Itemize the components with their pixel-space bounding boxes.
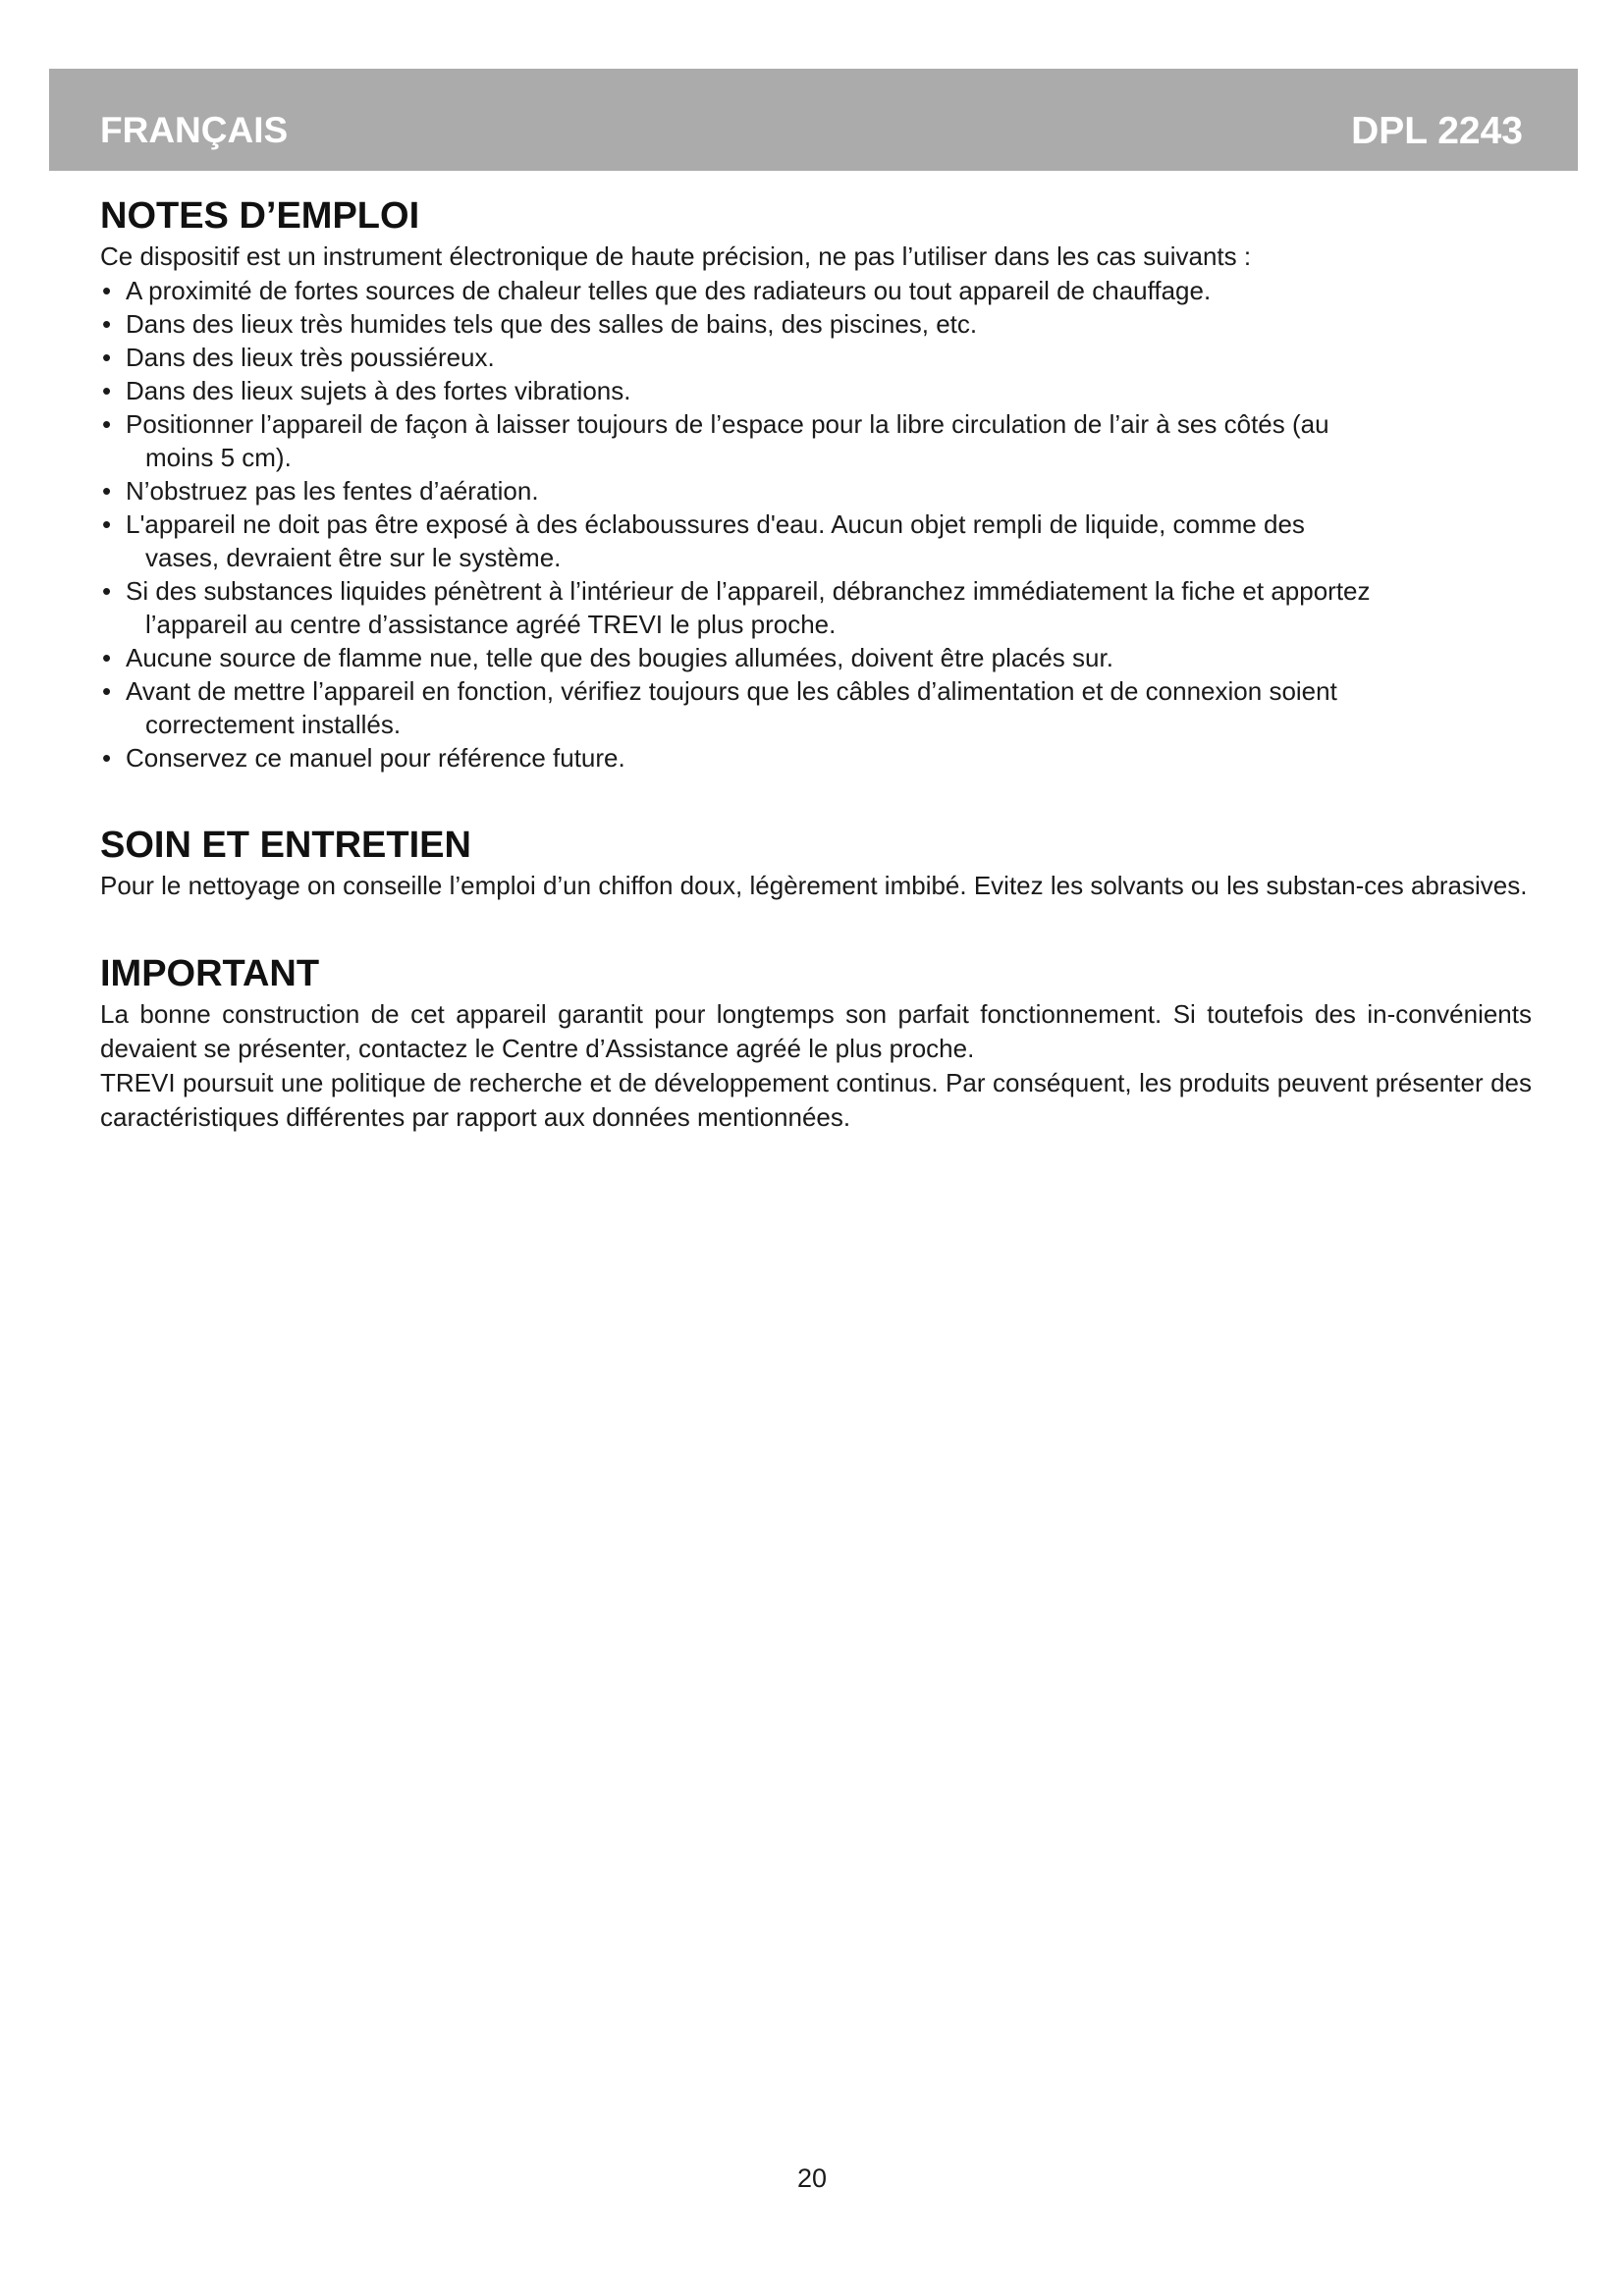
notes-title: NOTES D’EMPLOI: [100, 195, 420, 237]
bullet-icon: •: [102, 409, 112, 439]
bullet-icon: •: [102, 676, 112, 706]
list-item: [100, 407, 1532, 474]
bullet-icon: •: [102, 376, 112, 405]
bullet-icon: •: [102, 276, 112, 305]
important-title: IMPORTANT: [100, 953, 320, 994]
list-item: [100, 641, 1532, 674]
list-item: [100, 741, 1532, 774]
list-item: [100, 474, 1532, 507]
list-item: [100, 274, 1532, 307]
notes-section: [100, 192, 1532, 774]
list-item-continuation: moins 5 cm).: [145, 443, 292, 472]
list-item: [100, 674, 1532, 741]
bullet-icon: •: [102, 743, 112, 773]
list-item-text: Positionner l’appareil de façon à laisser toujours de l’espace pour la libre circulation de l’air à ses côtés (au: [126, 409, 1329, 439]
list-item-continuation: vases, devraient être sur le système.: [145, 543, 562, 572]
list-item-text: L'appareil ne doit pas être exposé à des éclaboussures d'eau. Aucun objet rempli de liquide, comme des: [126, 509, 1305, 539]
list-item: [100, 574, 1532, 641]
list-item-text: Si des substances liquides pénètrent à l’intérieur de l’appareil, débranchez immédiatement la fiche et apportez: [126, 576, 1371, 606]
list-item: [100, 507, 1532, 574]
bullet-icon: •: [102, 643, 112, 672]
important-para-1: La bonne construction de cet appareil garantit pour longtemps son parfait fonctionnement. Si toutefois des in-convénients devaient se présenter, contactez le Centre d’Assistance agréé le plus proche.: [100, 999, 1532, 1063]
care-title: SOIN ET ENTRETIEN: [100, 825, 471, 866]
bullet-icon: •: [102, 509, 112, 539]
list-item-continuation: l’appareil au centre d’assistance agréé TREVI le plus proche.: [145, 610, 837, 639]
important-section: [100, 950, 1532, 1135]
list-item: [100, 341, 1532, 374]
bullet-icon: •: [102, 476, 112, 506]
list-item-text: N’obstruez pas les fentes d’aération.: [126, 476, 539, 506]
care-section: [100, 822, 1532, 903]
list-item: [100, 374, 1532, 407]
care-text: Pour le nettoyage on conseille l’emploi d’un chiffon doux, légèrement imbibé. Evitez les solvants ou les substan-ces abrasives.: [100, 871, 1528, 900]
list-item-text: Aucune source de flamme nue, telle que des bougies allumées, doivent être placés sur.: [126, 643, 1113, 672]
page-number: 20: [796, 2163, 828, 2193]
notes-list: [100, 274, 1532, 774]
bullet-icon: •: [102, 343, 112, 372]
list-item-text: A proximité de fortes sources de chaleur telles que des radiateurs ou tout appareil de chauffage.: [126, 276, 1212, 305]
bullet-icon: •: [102, 576, 112, 606]
section-spacer: [100, 903, 1532, 950]
list-item-text: Dans des lieux sujets à des fortes vibrations.: [126, 376, 631, 405]
header-model: DPL 2243: [1351, 110, 1523, 152]
list-item-text: Dans des lieux très humides tels que des salles de bains, des piscines, etc.: [126, 309, 978, 339]
list-item-continuation: correctement installés.: [145, 710, 402, 739]
list-item: [100, 307, 1532, 341]
section-spacer: [100, 774, 1532, 822]
important-para-2: TREVI poursuit une politique de recherche et de développement continus. Par conséquent, les produits peuvent présenter des caractéristiques différentes par rapport aux données mentionnées.: [100, 1068, 1532, 1132]
list-item-text: Dans des lieux très poussiéreux.: [126, 343, 495, 372]
header-bar: [49, 69, 1578, 171]
notes-intro: Ce dispositif est un instrument électronique de haute précision, ne pas l’utiliser dans les cas suivants :: [100, 241, 1252, 271]
list-item-text: Conservez ce manuel pour référence future.: [126, 743, 625, 773]
header-language: FRANÇAIS: [100, 110, 289, 150]
page-content: [100, 192, 1532, 1135]
list-item-text: Avant de mettre l’appareil en fonction, vérifiez toujours que les câbles d’alimentation et de connexion soient: [126, 676, 1337, 706]
bullet-icon: •: [102, 309, 112, 339]
